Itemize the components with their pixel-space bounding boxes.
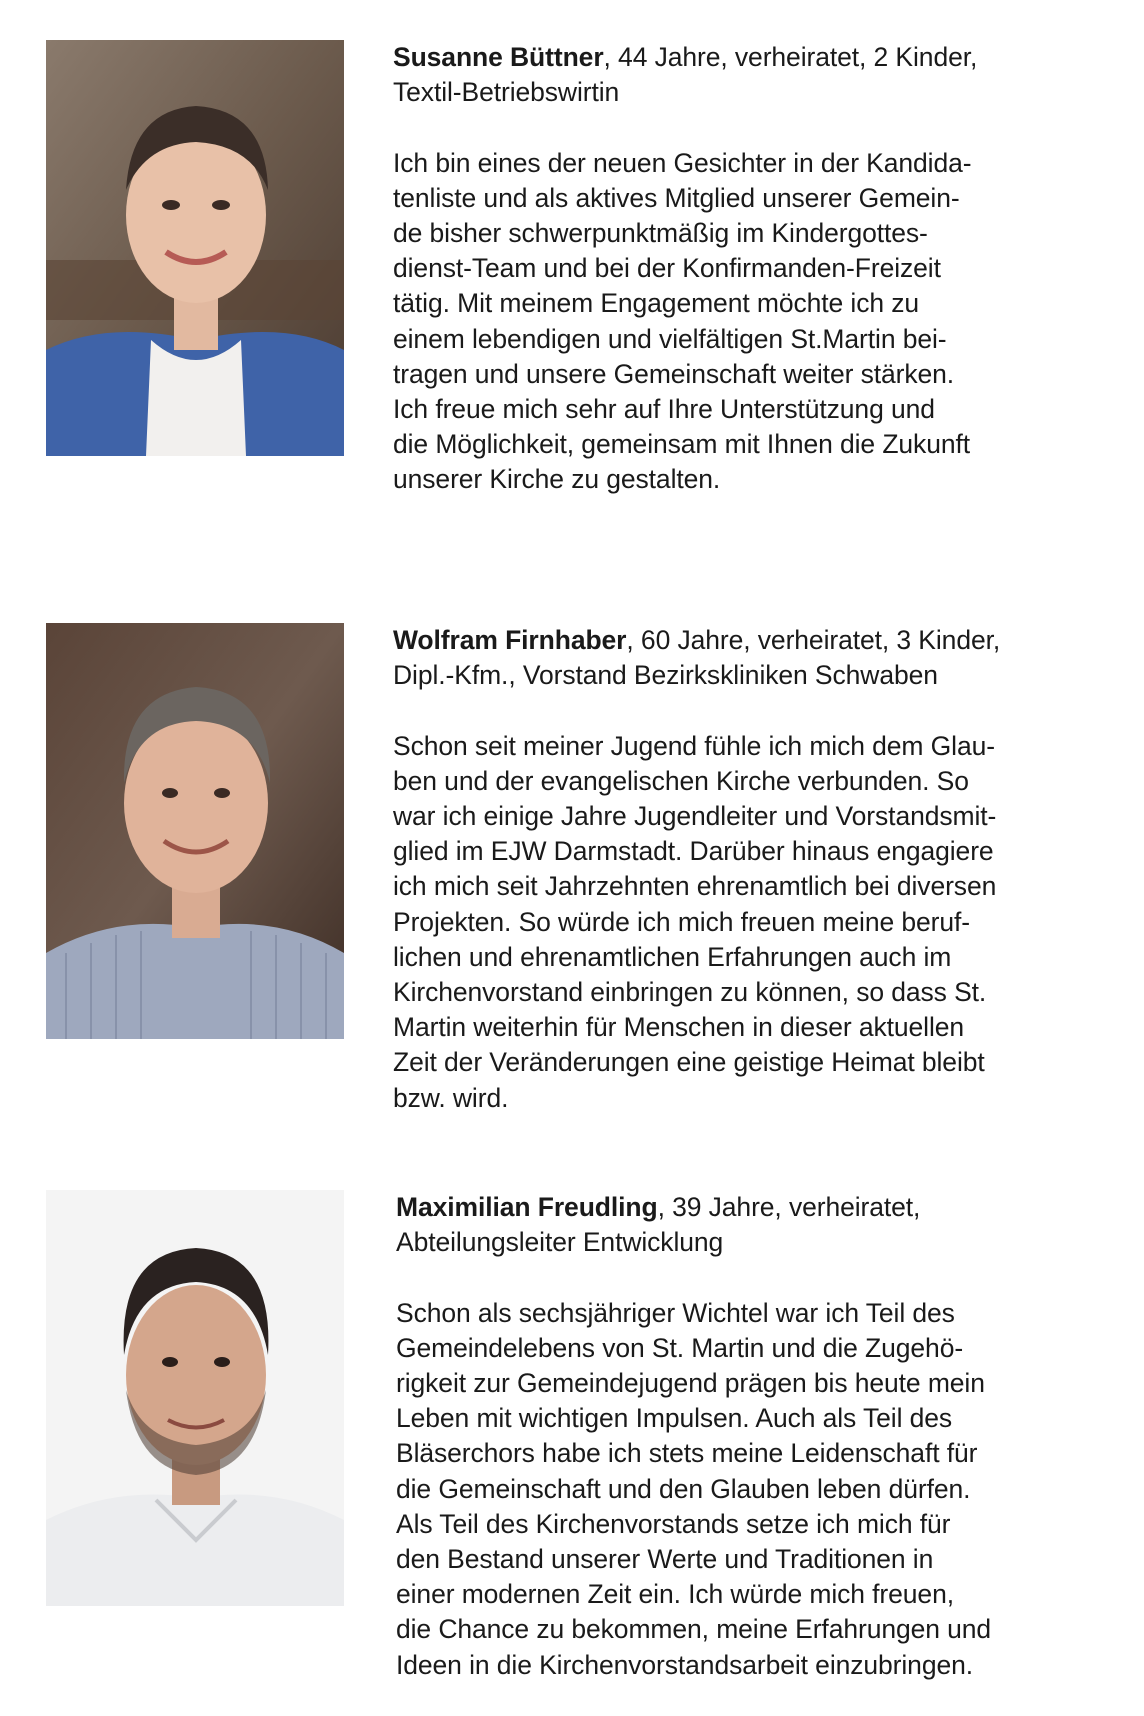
- bio-line: Ideen in die Kirchenvorstandsarbeit einzubringen.: [396, 1649, 974, 1680]
- bio-line: ben und der evangelischen Kirche verbunden. So: [393, 765, 969, 796]
- candidate-occupation: Abteilungsleiter Entwicklung: [396, 1227, 724, 1258]
- bio-line: tätig. Mit meinem Engagement möchte ich zu: [393, 288, 920, 319]
- bio-line: Ich bin eines der neuen Gesichter in der Kandida-: [393, 147, 972, 178]
- bio-line: ich mich seit Jahrzehnten ehrenamtlich bei diversen: [393, 871, 997, 902]
- bio-line: unserer Kirche zu gestalten.: [393, 464, 721, 495]
- candidate-name: Maximilian Freudling: [396, 1192, 658, 1222]
- bio-line: einem lebendigen und vielfältigen St.Martin bei-: [393, 323, 947, 354]
- bio-line: rigkeit zur Gemeindejugend prägen bis heute mein: [396, 1368, 985, 1398]
- portrait-photo-buettner: [46, 40, 344, 456]
- bio-line: de bisher schwerpunktmäßig im Kindergottes-: [393, 218, 928, 248]
- candidate-name: Susanne Büttner: [393, 42, 604, 72]
- bio-line: Ich freue mich sehr auf Ihre Unterstützung und: [393, 394, 935, 425]
- bio-line: Zeit der Veränderungen eine geistige Heimat bleibt: [393, 1047, 985, 1078]
- bio-line: Projekten. So würde ich mich freuen meine beruf-: [393, 906, 971, 937]
- bio-line: tragen und unsere Gemeinschaft weiter stärken.: [393, 358, 955, 389]
- bio-line: war ich einige Jahre Jugendleiter und Vorstandsmit-: [393, 801, 997, 831]
- candidate-details: , 60 Jahre, verheiratet, 3 Kinder,: [626, 625, 1001, 655]
- candidate-bio: [396, 1296, 1116, 1683]
- candidate-name: Wolfram Firnhaber: [393, 625, 627, 655]
- bio-line: die Gemeinschaft und den Glauben leben dürfen.: [396, 1473, 971, 1504]
- candidate-details: , 44 Jahre, verheiratet, 2 Kinder,: [603, 42, 978, 72]
- bio-line: dienst-Team und bei der Konfirmanden-Freizeit: [393, 253, 941, 284]
- candidate-occupation: Dipl.-Kfm., Vorstand Bezirkskliniken Schwaben: [393, 660, 938, 691]
- bio-line: Gemeindelebens von St. Martin und die Zugehö-: [396, 1332, 964, 1363]
- candidate-bio: [393, 729, 1113, 1116]
- bio-line: einer modernen Zeit ein. Ich würde mich freuen,: [396, 1579, 954, 1610]
- bio-line: Bläserchors habe ich stets meine Leidenschaft für: [396, 1438, 978, 1469]
- candidate-bio: [393, 146, 1113, 498]
- candidate-header: [393, 623, 1113, 693]
- bio-line: Schon als sechsjähriger Wichtel war ich Teil des: [396, 1297, 955, 1328]
- bio-line: Als Teil des Kirchenvorstands setze ich mich für: [396, 1508, 951, 1539]
- bio-line: lichen und ehrenamtlichen Erfahrungen auch im: [393, 941, 952, 972]
- bio-line: die Möglichkeit, gemeinsam mit Ihnen die Zukunft: [393, 429, 971, 460]
- candidate-header: [396, 1190, 1116, 1260]
- bio-line: die Chance zu bekommen, meine Erfahrungen und: [396, 1614, 992, 1645]
- bio-line: Schon seit meiner Jugend fühle ich mich dem Glau-: [393, 730, 995, 761]
- candidate-header: [393, 40, 1113, 110]
- bio-line: tenliste und als aktives Mitglied unserer Gemein-: [393, 182, 960, 213]
- bio-line: Leben mit wichtigen Impulsen. Auch als Teil des: [396, 1403, 953, 1434]
- portrait-photo-firnhaber: [46, 623, 344, 1039]
- bio-line: den Bestand unserer Werte und Traditionen in: [396, 1544, 934, 1575]
- bio-line: Kirchenvorstand einbringen zu können, so dass St.: [393, 977, 987, 1008]
- bio-line: Martin weiterhin für Menschen in dieser aktuellen: [393, 1012, 965, 1043]
- bio-line: bzw. wird.: [393, 1082, 509, 1113]
- candidate-text-freudling: [396, 1190, 1116, 1683]
- candidate-text-firnhaber: [393, 623, 1113, 1116]
- portrait-photo-freudling: [46, 1190, 344, 1606]
- candidate-occupation: Textil-Betriebswirtin: [393, 77, 620, 108]
- candidate-details: , 39 Jahre, verheiratet,: [657, 1192, 921, 1222]
- candidate-text-buettner: [393, 40, 1113, 498]
- bio-line: glied im EJW Darmstadt. Darüber hinaus engagiere: [393, 836, 994, 867]
